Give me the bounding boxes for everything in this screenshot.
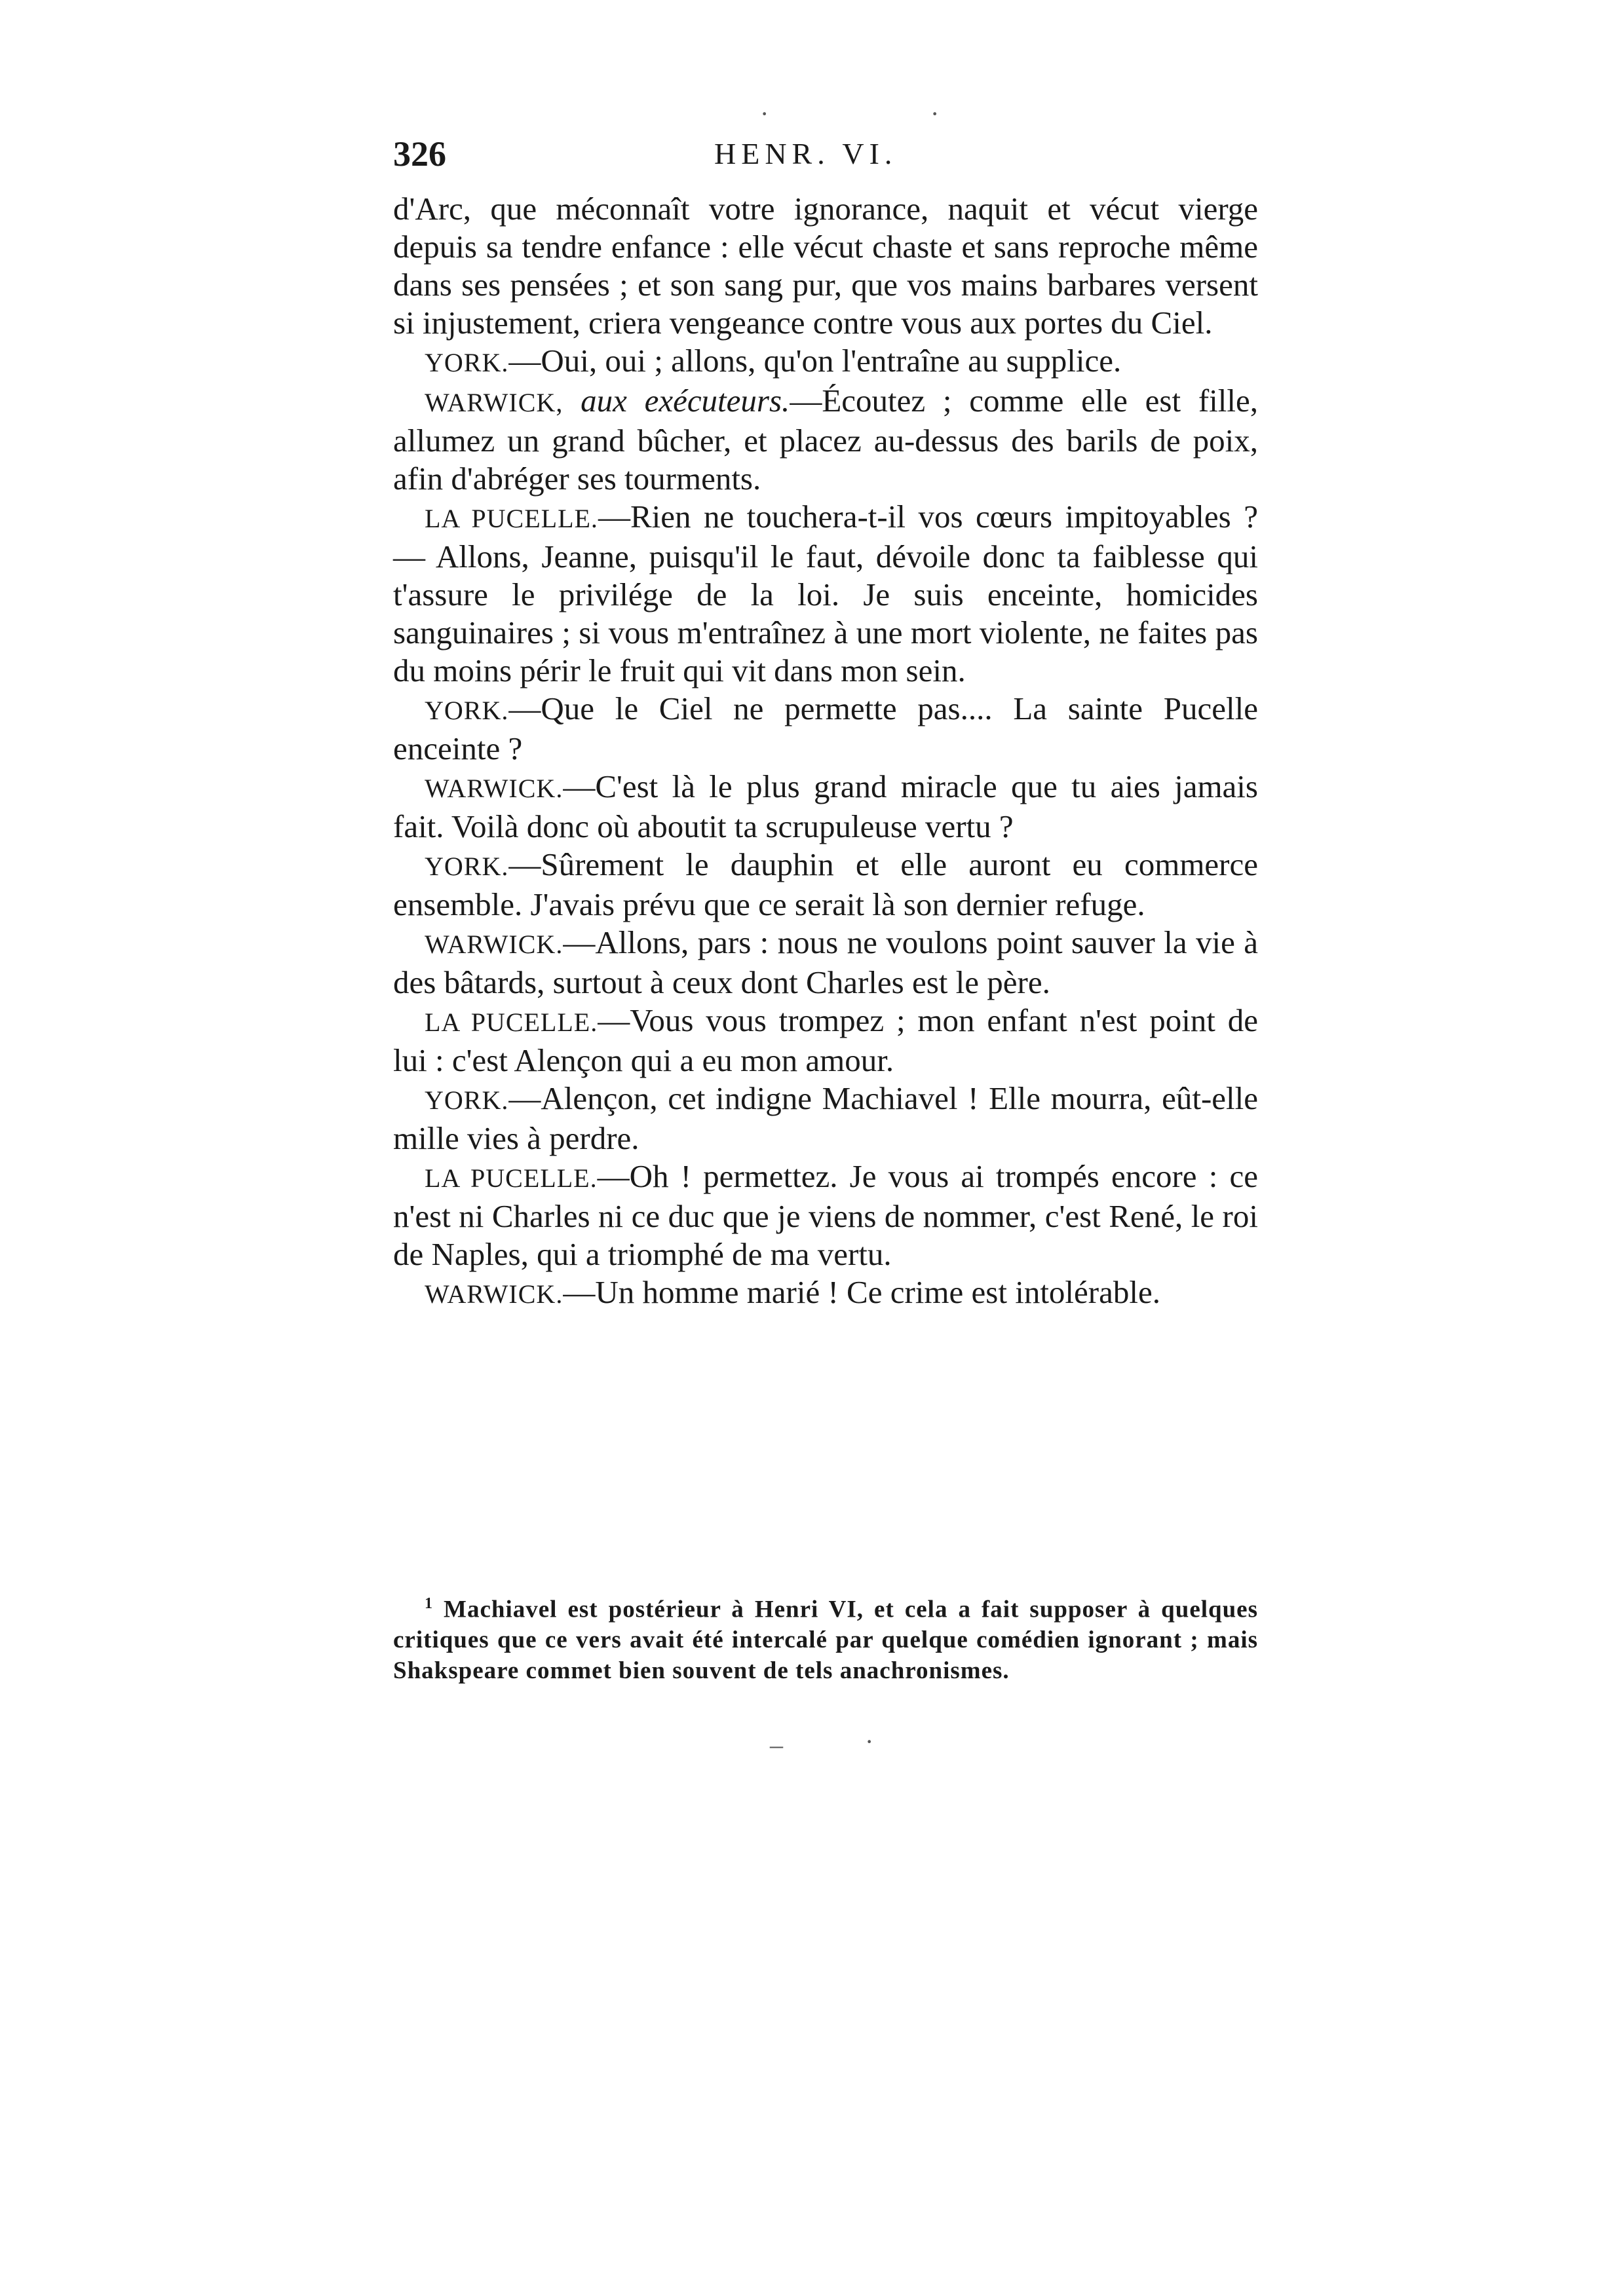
speech-text: —Alençon, cet indigne Machiavel ! Elle mourra, eût-elle mille vies à perdre. bbox=[393, 1080, 1258, 1156]
speech-warwick-4 bbox=[393, 1273, 1258, 1313]
speaker-name: LA PUCELLE. bbox=[425, 1163, 598, 1193]
speaker-name: YORK. bbox=[425, 348, 509, 377]
speaker-name: YORK. bbox=[425, 1085, 509, 1115]
speech-york-2 bbox=[393, 690, 1258, 768]
bottom-print-specks: – bbox=[770, 1730, 783, 1760]
speaker-name: WARWICK, bbox=[425, 388, 563, 417]
top-print-specks-right: · bbox=[930, 99, 940, 128]
speech-pucelle-1 bbox=[393, 498, 1258, 690]
speaker-name: WARWICK. bbox=[425, 774, 563, 803]
speech-text: —Allons, pars : nous ne voulons point sauver la vie à des bâtards, surtout à ceux dont Charles est le père. bbox=[393, 924, 1258, 1000]
page-header bbox=[393, 128, 1258, 180]
footnote-marker: 1 bbox=[425, 1595, 433, 1612]
speech-text: —Écoutez ; comme elle est fille, allumez un grand bûcher, et placez au-dessus des barils de poix, afin d'abréger ses tourments. bbox=[393, 383, 1258, 497]
top-print-specks: · bbox=[760, 99, 769, 128]
running-title: HENR. VI. bbox=[714, 137, 898, 170]
speech-text: —Sûrement le dauphin et elle auront eu commerce ensemble. J'avais prévu que ce serait là son dernier refuge. bbox=[393, 846, 1258, 922]
speech-warwick-1 bbox=[393, 382, 1258, 498]
opening-paragraph: d'Arc, que méconnaît votre ignorance, naquit et vécut vierge depuis sa tendre enfance : elle vécut chaste et sans reproche même dans ses pensées ; et son sang pur, que vos mains barbares versent si injustement, criera vengeance contre vous aux portes du Ciel. bbox=[393, 191, 1258, 341]
speech-text: —Que le Ciel ne permette pas.... La sainte Pucelle enceinte ? bbox=[393, 690, 1258, 766]
speech-text: —Vous vous trompez ; mon enfant n'est point de lui : c'est Alençon qui a eu mon amour. bbox=[393, 1002, 1258, 1078]
speech-text: —Oui, oui ; allons, qu'on l'entraîne au supplice. bbox=[508, 343, 1122, 379]
speech-york-3 bbox=[393, 846, 1258, 924]
stage-direction: aux exécuteurs. bbox=[563, 383, 790, 419]
bottom-print-specks-right: · bbox=[865, 1727, 874, 1756]
speech-text: —Rien ne touchera-t-il vos cœurs impitoyables ? — Allons, Jeanne, puisqu'il le faut, dévoile donc ta faiblesse qui t'assure le privilége de la loi. Je suis enceinte, homicides sanguinaires ; si vous m'entraînez à une mort violente, ne faites pas du moins périr le fruit qui vit dans mon sein. bbox=[393, 499, 1258, 688]
speech-pucelle-2 bbox=[393, 1002, 1258, 1080]
speaker-name: LA PUCELLE. bbox=[425, 504, 598, 533]
play-text bbox=[393, 190, 1258, 1313]
footnote bbox=[393, 1589, 1258, 1686]
page-number: 326 bbox=[393, 134, 446, 174]
footnote-text: Machiavel est postérieur à Henri VI, et cela a fait supposer à quelques critiques que ce vers avait été intercalé par quelque comédien ignorant ; mais Shakspeare commet bien souvent de tels anachronismes. bbox=[393, 1596, 1258, 1685]
speech-warwick-3 bbox=[393, 924, 1258, 1002]
speech-warwick-2 bbox=[393, 768, 1258, 846]
speech-york-1 bbox=[393, 342, 1258, 382]
speaker-name: YORK. bbox=[425, 696, 509, 725]
speaker-name: LA PUCELLE. bbox=[425, 1007, 598, 1037]
speech-text: —Oh ! permettez. Je vous ai trompés encore : ce n'est ni Charles ni ce duc que je viens de nommer, c'est René, le roi de Naples, qui a triomphé de ma vertu. bbox=[393, 1158, 1258, 1272]
speech-text: —Un homme marié ! Ce crime est intolérable. bbox=[563, 1274, 1160, 1310]
speech-text: —C'est là le plus grand miracle que tu aies jamais fait. Voilà donc où aboutit ta scrupuleuse vertu ? bbox=[393, 768, 1258, 844]
speech-pucelle-3 bbox=[393, 1157, 1258, 1273]
speech-york-4 bbox=[393, 1080, 1258, 1157]
speaker-name: WARWICK. bbox=[425, 930, 563, 959]
speaker-name: YORK. bbox=[425, 852, 509, 881]
speaker-name: WARWICK. bbox=[425, 1279, 563, 1309]
